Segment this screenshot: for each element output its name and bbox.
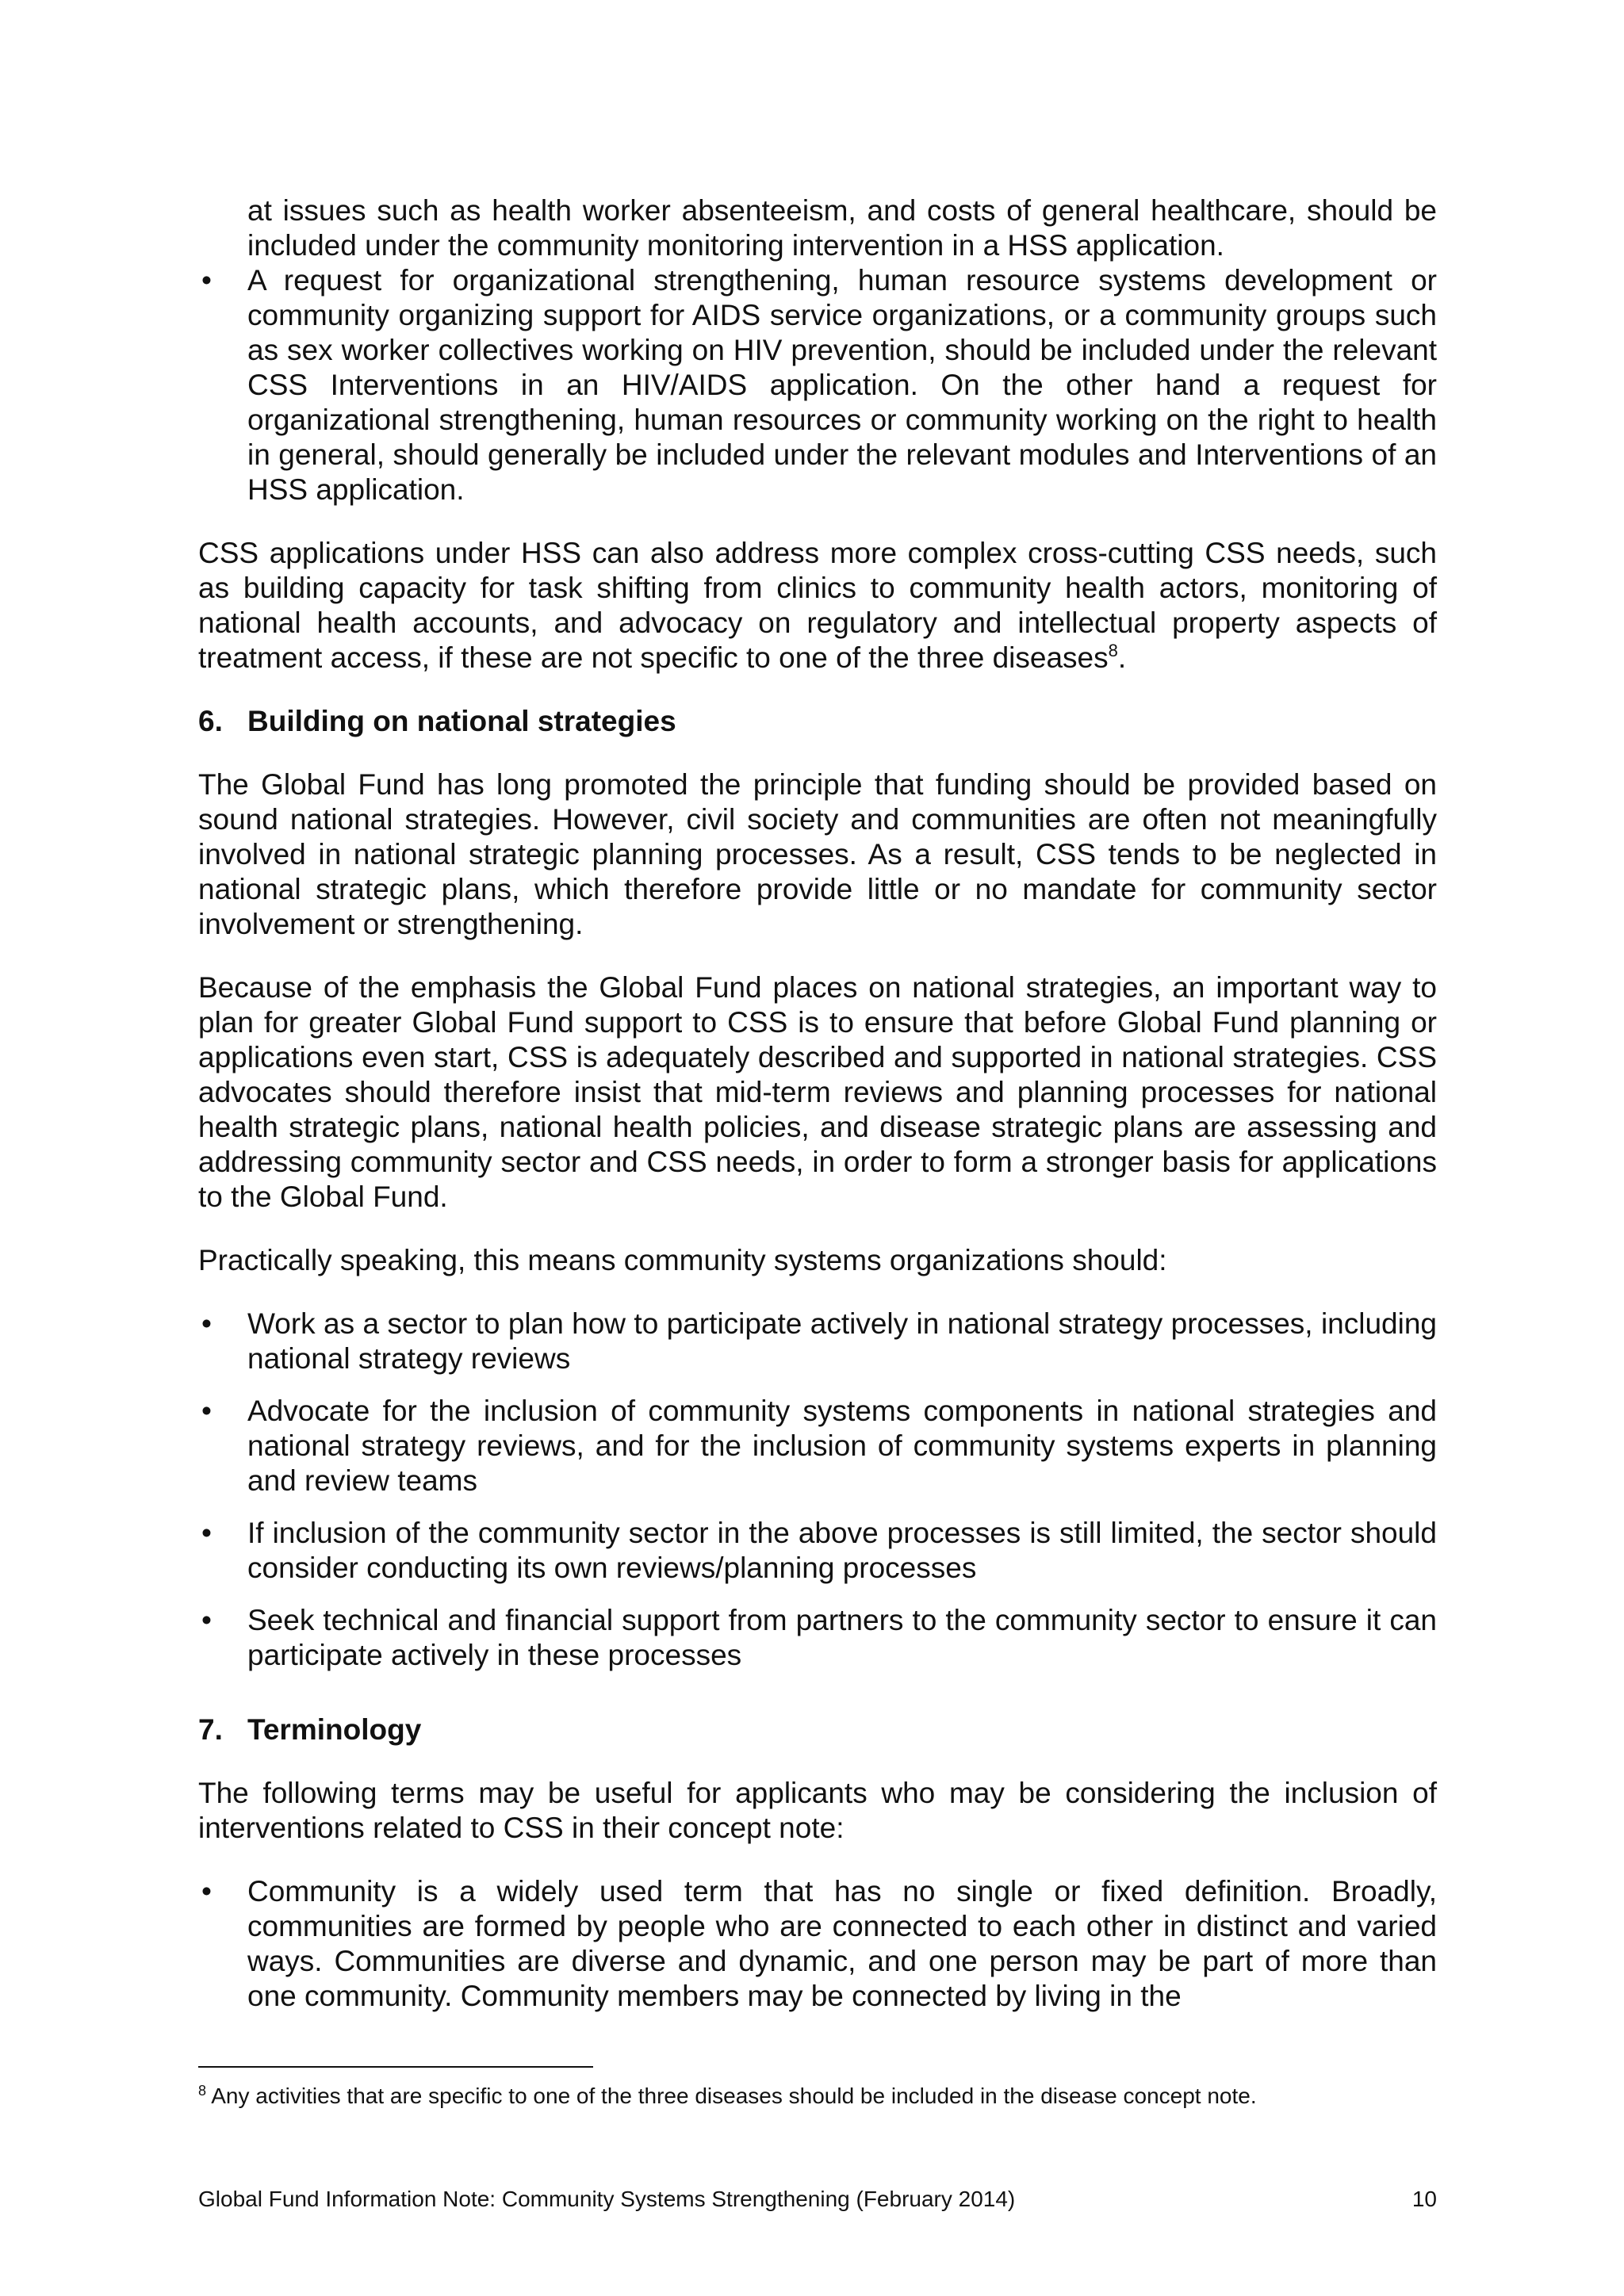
section-number: 6. bbox=[198, 705, 223, 737]
section-6-bullet-list bbox=[198, 1307, 1437, 1673]
paragraph: The following terms may be useful for applicants who may be considering the inclusion of interventions related to CSS in their concept note: bbox=[198, 1777, 1437, 1844]
footer-title: Global Fund Information Note: Community Systems Strengthening (February 2014) bbox=[198, 2187, 1016, 2211]
paragraph: Because of the emphasis the Global Fund places on national strategies, an important way to plan for greater Global Fund support to CSS is to ensure that before Global Fund planning or applications even start, CSS is adequately described and supported in national strategies. CSS advocates should therefore insist that mid-term reviews and planning processes for national health strategic plans, national health policies, and disease strategic plans are assessing and addressing community sector and CSS needs, in order to form a stronger basis for applications to the Global Fund. bbox=[198, 971, 1437, 1213]
page-content bbox=[198, 193, 1437, 2014]
section-7-heading bbox=[198, 1712, 1437, 1747]
top-bullet-list bbox=[198, 263, 1437, 507]
section-title: Building on national strategies bbox=[247, 705, 676, 737]
list-item: • Seek technical and financial support from partners to the community sector to ensure it can participate actively in these processes bbox=[198, 1603, 1437, 1673]
css-paragraph: CSS applications under HSS can also address more complex cross-cutting CSS needs, such as building capacity for task shifting from clinics to community health actors, monitoring of national health accounts, and advocacy on regulatory and intellectual property aspects of treatment access, if these are not specific to one of the three diseases$^8$. bbox=[198, 537, 1437, 674]
section-title: Terminology bbox=[247, 1713, 422, 1746]
paragraph: Practically speaking, this means community systems organizations should: bbox=[198, 1244, 1167, 1276]
page-number: 10 bbox=[1411, 2187, 1437, 2211]
list-item: • Community is a widely used term that has no single or fixed definition. Broadly, communities are formed by people who are connected to each other in distinct and varied ways. Communities are diverse and dynamic, and one person may be part of more than one community. Community members may be connected by living in the bbox=[198, 1874, 1437, 2014]
footnote bbox=[198, 2082, 1437, 2110]
footnote-divider bbox=[198, 2066, 593, 2068]
list-item: • Advocate for the inclusion of community systems components in national strategies and national strategy reviews, and for the inclusion of community systems experts in planning and review teams bbox=[198, 1394, 1437, 1498]
footnote-number: 8 bbox=[198, 2083, 207, 2099]
footnote-text: Any activities that are specific to one of the three diseases should be included in the disease concept note. bbox=[206, 2084, 1257, 2108]
section-number: 7. bbox=[198, 1713, 223, 1746]
section-7-bullet-list bbox=[198, 1874, 1437, 2014]
list-item: • If inclusion of the community sector in the above processes is still limited, the sector should consider conducting its own reviews/planning processes bbox=[198, 1516, 1437, 1586]
footnote-reference[interactable]: 8 bbox=[1108, 641, 1118, 660]
page-footer bbox=[198, 2185, 1437, 2214]
list-item: • A request for organizational strengthening, human resource systems development or community organizing support for AIDS service organizations, or a community groups such as sex worker collectives working on HIV prevention, should be included under the relevant CSS Interventions in an HIV/AIDS application. On the other hand a request for organizational strengthening, human resources or community working on the right to health in general, should generally be included under the relevant modules and Interventions of an HSS application. bbox=[198, 263, 1437, 507]
section-6-heading bbox=[198, 704, 1437, 739]
bullet-continuation: at issues such as health worker absenteeism, and costs of general healthcare, should be included under the community monitoring intervention in a HSS application. bbox=[247, 194, 1437, 262]
list-item: • Work as a sector to plan how to participate actively in national strategy processes, including national strategy reviews bbox=[198, 1307, 1437, 1376]
paragraph: The Global Fund has long promoted the principle that funding should be provided based on sound national strategies. However, civil society and communities are often not meaningfully involved in national strategic planning processes. As a result, CSS tends to be neglected in national strategic plans, which therefore provide little or no mandate for community sector involvement or strengthening. bbox=[198, 768, 1437, 940]
